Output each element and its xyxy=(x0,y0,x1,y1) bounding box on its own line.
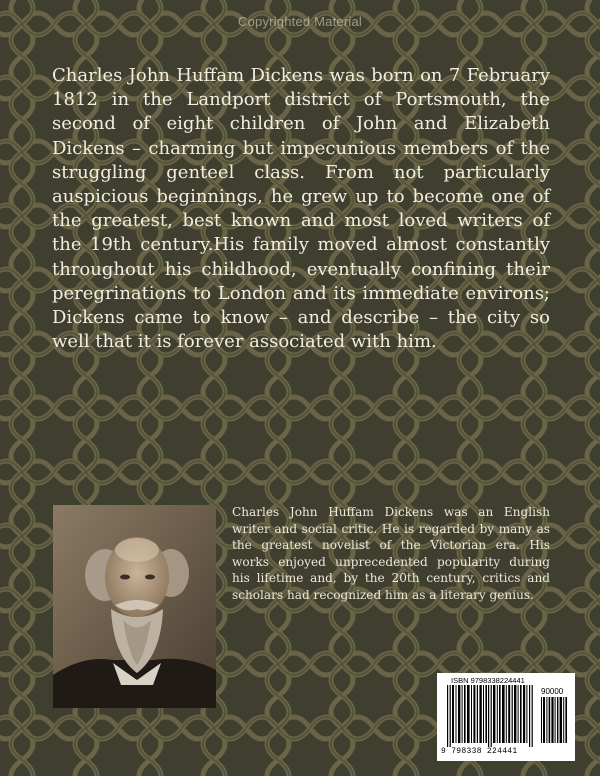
isbn-digits: 9 798338 224441 xyxy=(441,747,518,756)
author-biography: Charles John Huffam Dickens was an English writer and social critic. He is regarded by many as the greatest novelist of the Victorian era. His works enjoyed unprecedented popularity during his lifetime and, by the 20th century, critics and scholars had recognized him as a literary genius. xyxy=(232,505,550,602)
author-portrait xyxy=(53,505,216,708)
isbn-barcode xyxy=(437,673,575,761)
copyright-watermark: Copyrighted Material xyxy=(238,14,362,29)
book-description: Charles John Huffam Dickens was born on 7 February 1812 in the Landport district of Portsmouth, the second of eight children of John and Elizabeth Dickens – charming but impecunious members of the struggling genteel class. From not particularly auspicious beginnings, he grew up to become one of the greatest, best known and most loved writers of the 19th century.His family moved almost constantly throughout his childhood, eventually confining their peregrinations to London and its immediate environs; Dickens came to know – and describe – the city so well that it is forever associated with him. xyxy=(52,65,550,353)
price-code: 90000 xyxy=(541,687,564,696)
isbn-label: ISBN 9798338224441 xyxy=(451,676,525,685)
